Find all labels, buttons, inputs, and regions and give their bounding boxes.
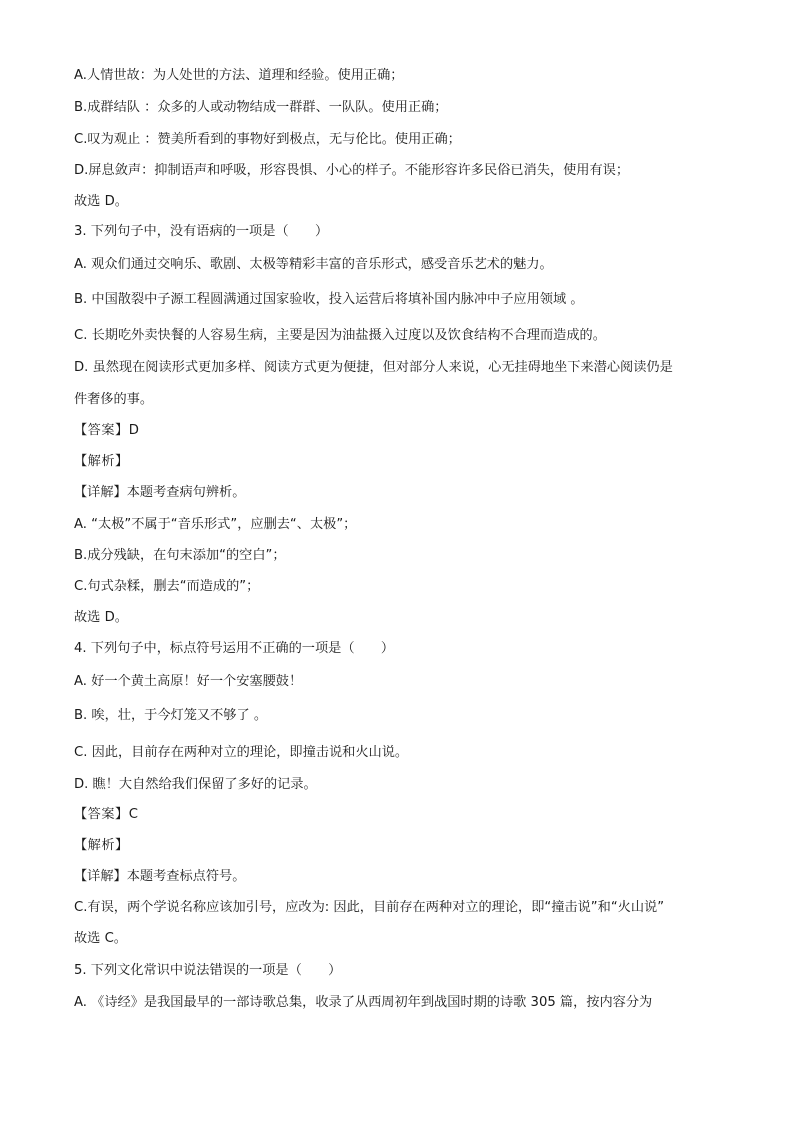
text-line: A. “太极”不属于“音乐形式”，应删去“、太极”； xyxy=(74,517,357,532)
analysis-label: 【解析】 xyxy=(74,838,129,853)
text-line: D.屏息敛声：抑制语声和呼吸，形容畏惧、小心的样子。不能形容许多民俗已消失，使用有误； xyxy=(74,163,630,178)
option-line: D. 虽然现在阅读形式更加多样、阅读方式更为便捷，但对部分人来说，心无挂碍地坐下来潜心阅读仍是 xyxy=(74,360,673,375)
answer-label: 【答案】C xyxy=(74,807,139,822)
option-line: A. 《诗经》是我国最早的一部诗歌总集，收录了从西周初年到战国时期的诗歌 305 篇，按内容分为 xyxy=(74,995,653,1010)
option-line: B. 唉，壮，于今灯笼又不够了 。 xyxy=(74,708,268,723)
question-stem: 4. 下列句子中，标点符号运用不正确的一项是（ ） xyxy=(74,641,395,656)
option-line: A. 好一个黄土高原！好一个安塞腰鼓！ xyxy=(74,674,303,689)
detail-line: 【详解】本题考查病句辨析。 xyxy=(74,485,246,500)
option-line: C. 长期吃外卖快餐的人容易生病，主要是因为油盐摄入过度以及饮食结构不合理而造成的。 xyxy=(74,328,606,343)
text-line: A.人情世故：为人处世的方法、道理和经验。使用正确； xyxy=(74,68,404,83)
text-line: 故选 D。 xyxy=(74,610,128,625)
option-line: C. 因此，目前存在两种对立的理论，即撞击说和火山说。 xyxy=(74,745,409,760)
text-line: C.叹为观止 ：赞美所看到的事物好到极点，无与伦比。使用正确； xyxy=(74,132,461,147)
text-line: C.句式杂糅，删去“而造成的”； xyxy=(74,579,260,594)
text-line: B.成群结队 ：众多的人或动物结成一群群、一队队。使用正确； xyxy=(74,100,448,115)
option-line: B. 中国散裂中子源工程圆满通过国家验收，投入运营后将填补国内脉冲中子应用领域 。 xyxy=(74,292,584,307)
text-line: B.成分残缺，在句末添加“的空白”； xyxy=(74,548,286,563)
option-line: A. 观众们通过交响乐、歌剧、太极等精彩丰富的音乐形式，感受音乐艺术的魅力。 xyxy=(74,257,553,272)
text-line: C.有误，两个学说名称应该加引号，应改为: 因此，目前存在两种对立的理论，即“撞击说”和“火山说” xyxy=(74,900,665,915)
option-line: D. 瞧！大自然给我们保留了多好的记录。 xyxy=(74,777,317,792)
option-line-continued: 件奢侈的事。 xyxy=(74,392,154,407)
text-line: 故选 D。 xyxy=(74,194,128,209)
answer-label: 【答案】D xyxy=(74,423,140,438)
text-line: 故选 C。 xyxy=(74,931,127,946)
analysis-label: 【解析】 xyxy=(74,454,129,469)
detail-line: 【详解】本题考查标点符号。 xyxy=(74,869,246,884)
question-stem: 3. 下列句子中，没有语病的一项是（ ） xyxy=(74,224,329,239)
question-stem: 5. 下列文化常识中说法错误的一项是（ ） xyxy=(74,963,342,978)
